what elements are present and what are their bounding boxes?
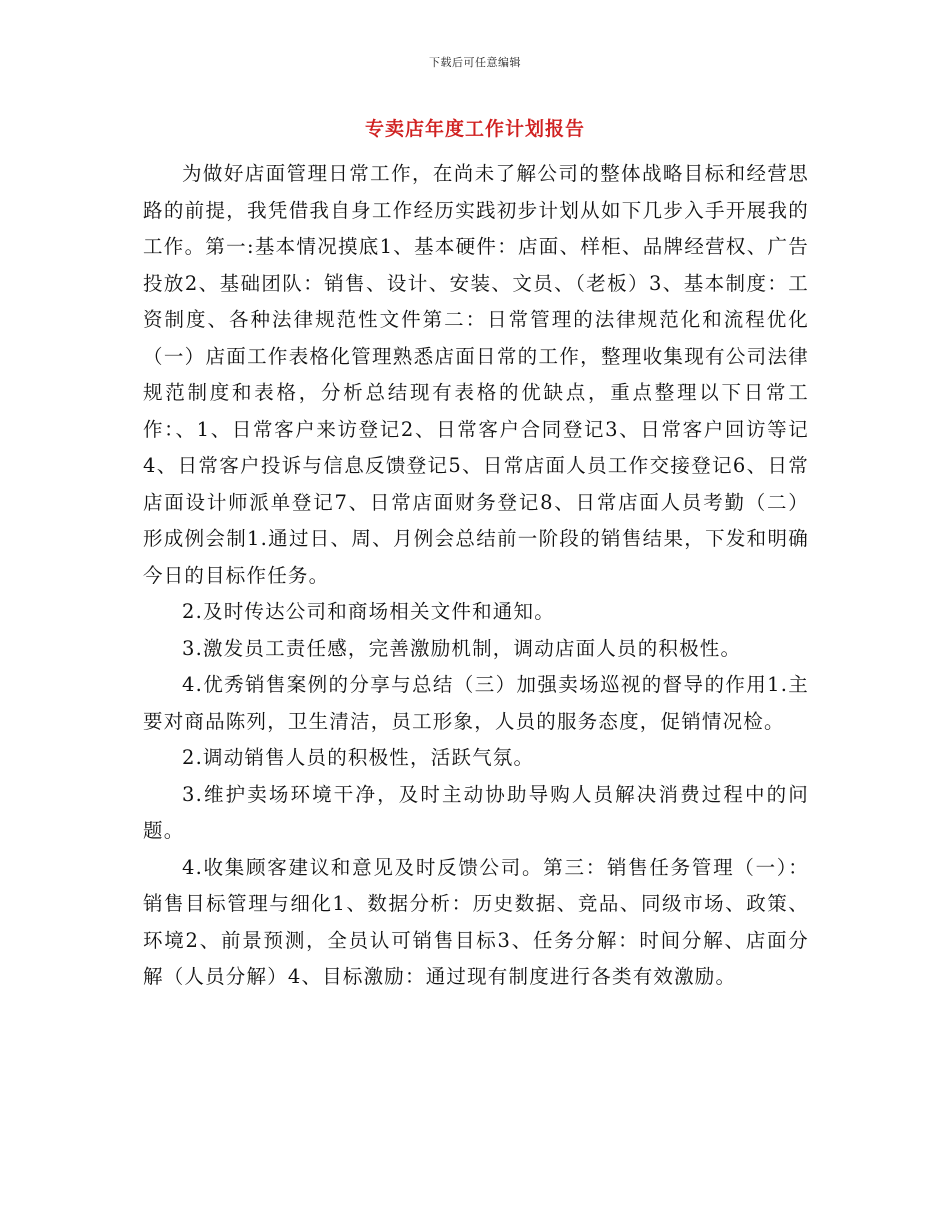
header-note: 下载后可任意编辑 (429, 56, 521, 69)
document-title: 专卖店年度工作计划报告 (364, 118, 585, 140)
paragraph-7: 4.收集顾客建议和意见及时反馈公司。第三：销售任务管理（一）：销售目标管理与细化1、数据分析：历史数据、竞品、同级市场、政策、环境2、前景预测，全员认可销售目标3、任务分解：时间分解、店面分解（人员分解）4、目标激励：通过现有制度进行各类有效激励。 (143, 855, 809, 988)
paragraph-5: 2.调动销售人员的积极性，活跃气氛。 (182, 746, 535, 769)
paragraph-4: 4.优秀销售案例的分享与总结（三）加强卖场巡视的督导的作用1.主要对商品陈列，卫生清洁，员工形象，人员的服务态度，促销情况检。 (143, 673, 809, 733)
paragraph-2: 2.及时传达公司和商场相关文件和通知。 (182, 600, 555, 623)
paragraph-1: 为做好店面管理日常工作，在尚未了解公司的整体战略目标和经营思路的前提，我凭借我自身工作经历实践初步计划从如下几步入手开展我的工作。第一:基本情况摸底1、基本硬件：店面、样柜、品牌经营权、广告投放2、基础团队：销售、设计、安装、文员、（老板）3、基本制度：工资制度、各种法律规范性文件第二：日常管理的法律规范化和流程优化（一）店面工作表格化管理熟悉店面日常的工作，整理收集现有公司法律规范制度和表格，分析总结现有表格的优缺点，重点整理以下日常工作：、1、日常客户来访登记2、日常客户合同登记3、日常客户回访等记4、日常客户投诉与信息反馈登记5、日常店面人员工作交接登记6、日常店面设计师派单登记7、日常店面财务登记8、日常店面人员考勤（二）形成例会制1.通过日、周、月例会总结前一阶段的销售结果，下发和明确今日的目标作任务。 (143, 162, 809, 587)
paragraph-6: 3.维护卖场环境干净，及时主动协助导购人员解决消费过程中的问题。 (143, 782, 809, 842)
document-body (143, 156, 809, 996)
paragraph-3: 3.激发员工责任感，完善激励机制，调动店面人员的积极性。 (182, 636, 742, 660)
